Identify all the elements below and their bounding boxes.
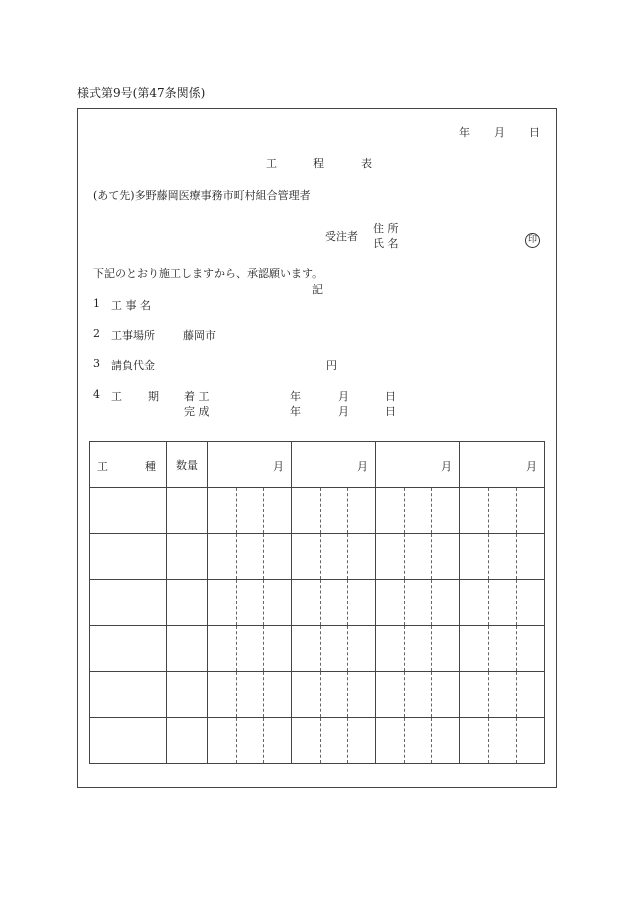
month-cell: [460, 672, 545, 718]
period-divider-group: [460, 488, 544, 533]
month-cell: [208, 718, 292, 764]
month-cell: [292, 534, 376, 580]
period-divider-group: [292, 626, 375, 671]
month-cell: [460, 534, 545, 580]
end-year: 年: [290, 405, 301, 418]
period-divider: [431, 580, 432, 625]
period-divider: [488, 718, 489, 763]
schedule-row: [90, 626, 545, 672]
period-divider: [320, 488, 321, 533]
month-cell: [460, 580, 545, 626]
work-type-cell: [90, 672, 167, 718]
month-label-3: 月: [441, 460, 452, 473]
month-cell: [460, 718, 545, 764]
month-cell: [460, 488, 545, 534]
period-divider-group: [208, 580, 291, 625]
month-cell: [376, 580, 460, 626]
month-cell: [208, 534, 292, 580]
schedule-header-row: [90, 442, 545, 488]
period-divider-group: [376, 626, 459, 671]
schedule-table: [89, 441, 544, 761]
item-3-unit: 円: [326, 359, 337, 372]
month-cell: [208, 488, 292, 534]
period-divider-group: [460, 626, 544, 671]
record-label: 記: [312, 283, 323, 296]
period-divider: [431, 534, 432, 579]
work-type-header-char-1: 工: [97, 460, 108, 473]
work-type-header-char-2: 種: [145, 460, 156, 473]
period-divider: [263, 626, 264, 671]
title-char-2: 程: [313, 157, 324, 170]
month-header-3: [376, 442, 460, 488]
period-divider: [263, 488, 264, 533]
seal-mark: 印: [525, 233, 540, 248]
request-text: 下記のとおり施工しますから、承認願います。: [93, 267, 324, 280]
period-divider: [236, 626, 237, 671]
period-divider: [404, 626, 405, 671]
period-divider: [263, 534, 264, 579]
period-divider: [236, 534, 237, 579]
month-header-2: [292, 442, 376, 488]
period-divider: [488, 488, 489, 533]
schedule-row: [90, 580, 545, 626]
period-divider-group: [460, 534, 544, 579]
month-cell: [460, 626, 545, 672]
date-year-label: 年: [459, 126, 470, 139]
schedule-row: [90, 718, 545, 764]
item-2-number: 2: [93, 327, 100, 340]
period-divider: [236, 672, 237, 717]
month-label-4: 月: [526, 460, 537, 473]
period-divider-group: [460, 672, 544, 717]
period-divider-group: [292, 718, 375, 763]
period-divider-group: [208, 626, 291, 671]
work-type-cell: [90, 580, 167, 626]
period-divider: [404, 718, 405, 763]
item-4-number: 4: [93, 388, 100, 401]
work-type-header: [90, 442, 167, 488]
period-divider-group: [292, 580, 375, 625]
period-divider: [404, 672, 405, 717]
period-divider-group: [376, 672, 459, 717]
month-header-1: [208, 442, 292, 488]
period-divider: [320, 718, 321, 763]
period-divider-group: [292, 534, 375, 579]
item-4-label-b: 期: [148, 390, 159, 403]
item-3-number: 3: [93, 357, 100, 370]
period-divider: [488, 672, 489, 717]
quantity-cell: [167, 488, 208, 534]
quantity-cell: [167, 626, 208, 672]
period-divider-group: [208, 672, 291, 717]
period-divider: [347, 580, 348, 625]
addressee: (あて先)多野藤岡医療事務市町村組合管理者: [93, 189, 311, 202]
title-char-1: 工: [266, 157, 277, 170]
month-cell: [376, 672, 460, 718]
quantity-cell: [167, 672, 208, 718]
period-divider: [320, 626, 321, 671]
period-divider: [236, 488, 237, 533]
period-divider: [320, 534, 321, 579]
period-divider-group: [208, 534, 291, 579]
month-cell: [292, 626, 376, 672]
end-day: 日: [385, 405, 396, 418]
month-label-1: 月: [273, 460, 284, 473]
period-divider: [236, 580, 237, 625]
month-cell: [376, 626, 460, 672]
period-divider: [516, 488, 517, 533]
month-cell: [292, 718, 376, 764]
period-divider-group: [376, 534, 459, 579]
period-divider: [404, 488, 405, 533]
start-year: 年: [290, 390, 301, 403]
month-cell: [376, 718, 460, 764]
month-cell: [208, 626, 292, 672]
month-header-4: [460, 442, 545, 488]
item-4-label-a: 工: [111, 390, 122, 403]
period-divider-group: [292, 488, 375, 533]
quantity-header: 数量: [167, 442, 208, 488]
month-cell: [292, 488, 376, 534]
period-divider-group: [460, 580, 544, 625]
period-divider-group: [376, 488, 459, 533]
work-type-cell: [90, 626, 167, 672]
period-divider-group: [208, 718, 291, 763]
period-divider: [347, 488, 348, 533]
period-divider: [516, 534, 517, 579]
schedule-row: [90, 488, 545, 534]
name-label: 氏 名: [373, 237, 399, 250]
period-divider: [431, 488, 432, 533]
item-1-number: 1: [93, 297, 100, 310]
quantity-cell: [167, 580, 208, 626]
form-id: 様式第9号(第47条関係): [77, 86, 206, 100]
item-2-value: 藤岡市: [183, 329, 216, 342]
month-cell: [376, 488, 460, 534]
quantity-cell: [167, 534, 208, 580]
schedule-row: [90, 534, 545, 580]
period-divider: [488, 626, 489, 671]
month-cell: [208, 580, 292, 626]
period-divider: [431, 626, 432, 671]
month-cell: [376, 534, 460, 580]
period-divider-group: [208, 488, 291, 533]
period-divider: [236, 718, 237, 763]
period-divider: [320, 580, 321, 625]
period-divider-group: [460, 718, 544, 763]
address-label: 住 所: [373, 222, 399, 235]
title-char-3: 表: [361, 157, 372, 170]
period-divider: [347, 718, 348, 763]
month-cell: [292, 672, 376, 718]
start-label: 着 工: [184, 390, 210, 403]
period-divider: [263, 580, 264, 625]
period-divider: [516, 672, 517, 717]
period-divider: [516, 718, 517, 763]
period-divider: [404, 580, 405, 625]
start-month: 月: [338, 390, 349, 403]
work-type-cell: [90, 534, 167, 580]
end-label: 完 成: [184, 405, 210, 418]
period-divider-group: [376, 718, 459, 763]
month-cell: [208, 672, 292, 718]
period-divider: [263, 672, 264, 717]
period-divider: [320, 672, 321, 717]
schedule-row: [90, 672, 545, 718]
period-divider: [347, 672, 348, 717]
period-divider: [516, 626, 517, 671]
period-divider-group: [292, 672, 375, 717]
period-divider: [347, 534, 348, 579]
item-2-label: 工事場所: [111, 329, 155, 342]
period-divider: [516, 580, 517, 625]
period-divider-group: [376, 580, 459, 625]
month-label-2: 月: [357, 460, 368, 473]
end-month: 月: [338, 405, 349, 418]
date-month-label: 月: [494, 126, 505, 139]
work-type-cell: [90, 718, 167, 764]
item-1-label: 工 事 名: [111, 299, 151, 312]
start-day: 日: [385, 390, 396, 403]
period-divider: [263, 718, 264, 763]
quantity-cell: [167, 718, 208, 764]
period-divider: [431, 672, 432, 717]
period-divider: [404, 534, 405, 579]
period-divider: [488, 534, 489, 579]
period-divider: [488, 580, 489, 625]
item-3-label: 請負代金: [111, 359, 155, 372]
period-divider: [347, 626, 348, 671]
contractor-label: 受注者: [325, 230, 358, 243]
date-day-label: 日: [529, 126, 540, 139]
month-cell: [292, 580, 376, 626]
period-divider: [431, 718, 432, 763]
work-type-cell: [90, 488, 167, 534]
